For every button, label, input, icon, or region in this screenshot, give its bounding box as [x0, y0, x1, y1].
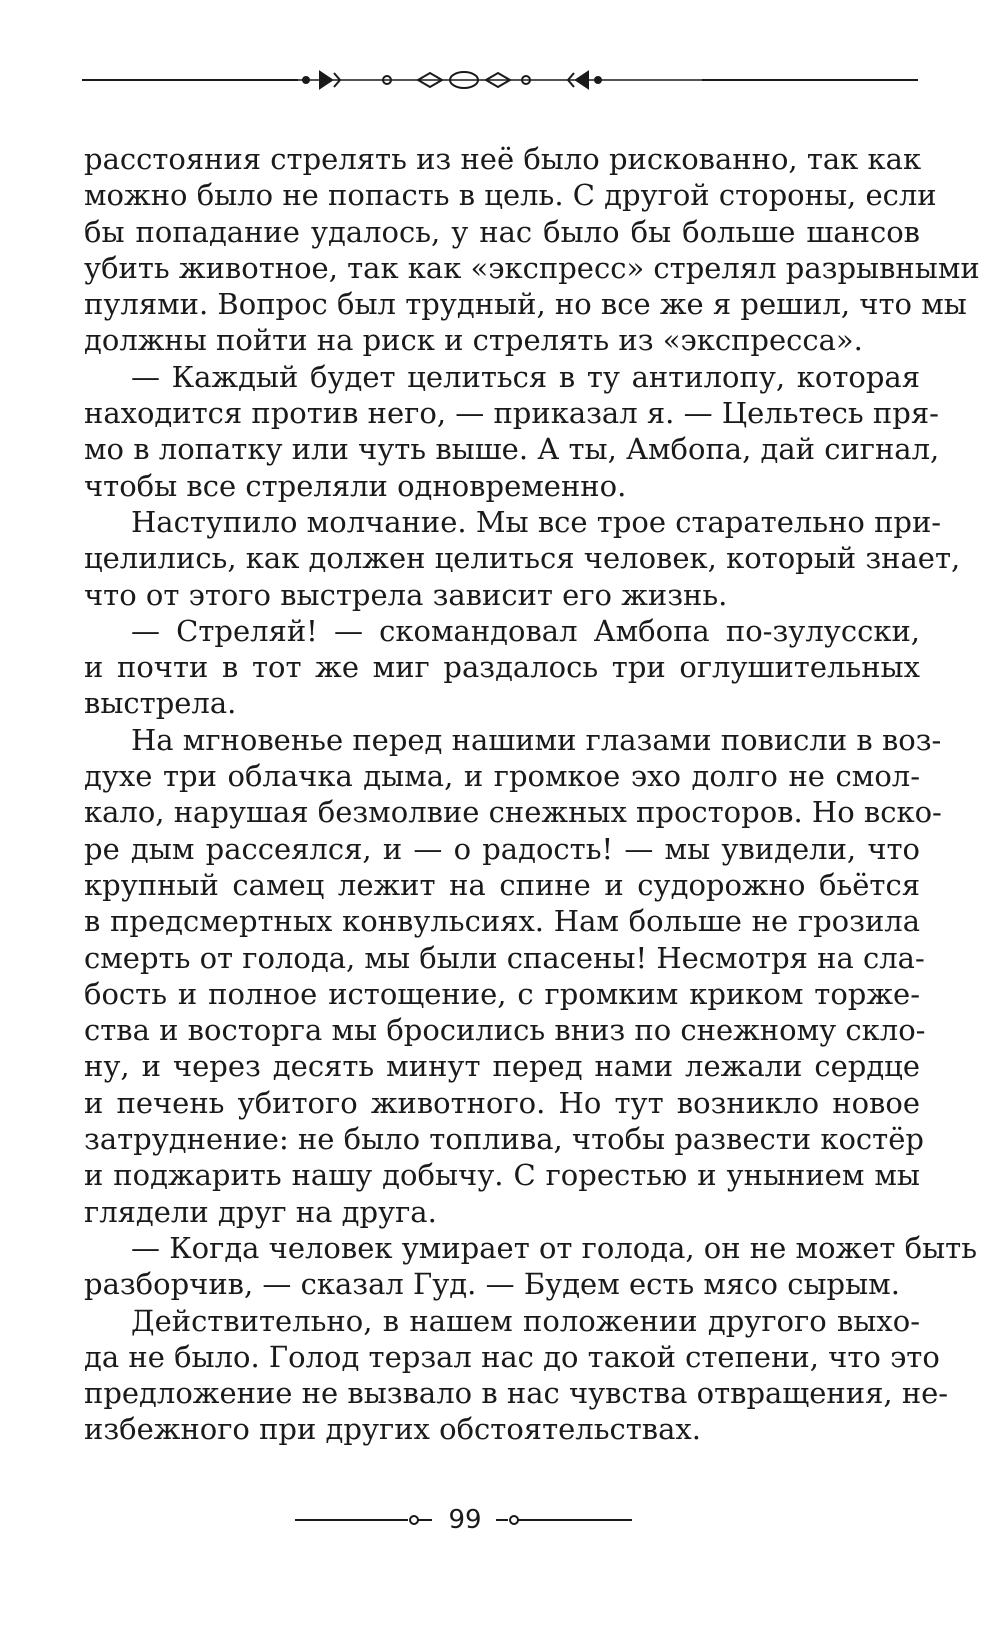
text-line: ре дым рассеялся, и — о радость! — мы увидели, что: [84, 831, 920, 866]
text-line: затруднение: не было топлива, чтобы развести костёр: [84, 1122, 924, 1157]
text-line: ства и восторга мы бросились вниз по снежному скло-: [84, 1013, 926, 1048]
text-line: — Стреляй! — скомандовал Амбопа по-зулусски,: [131, 613, 920, 648]
text-line: бы попадание удалось, у нас было бы больше шансов: [84, 214, 920, 249]
text-line: смерть от голода, мы были спасены! Несмотря на сла-: [84, 940, 925, 975]
text-line: На мгновенье перед нашими глазами повисли в воз-: [131, 722, 942, 757]
text-line: глядели друг на друга.: [84, 1194, 437, 1229]
text-line: находится против него, — приказал я. — Цельтесь пря-: [84, 396, 939, 431]
text-line: и почти в тот же миг раздалось три оглушительных: [84, 650, 920, 685]
text-line: убить животное, так как «экспресс» стрелял разрывными: [84, 250, 980, 285]
text-line: пулями. Вопрос был трудный, но все же я решил, что мы: [84, 287, 967, 322]
text-line: Действительно, в нашем положении другого выхо-: [131, 1303, 920, 1338]
text-line: предложение не вызвало в нас чувства отвращения, не-: [84, 1376, 949, 1411]
text-line: в предсмертных конвульсиях. Нам больше не грозила: [84, 904, 920, 939]
page-body: [84, 141, 980, 1448]
text-line: что от этого выстрела зависит его жизнь.: [84, 577, 728, 612]
text-line: можно было не попасть в цель. С другой стороны, если: [84, 178, 937, 213]
page-footer: [0, 1500, 1000, 1540]
footer-ornament-icon: [0, 1500, 1000, 1540]
text-line: должны пойти на риск и стрелять из «экспресса».: [84, 323, 863, 358]
text-line: разборчив, — сказал Гуд. — Будем есть мясо сырым.: [84, 1267, 900, 1302]
text-line: Наступило молчание. Мы все трое старательно при-: [131, 504, 942, 539]
text-line: — Каждый будет целиться в ту антилопу, которая: [131, 359, 920, 394]
text-line: избежного при других обстоятельствах.: [84, 1412, 701, 1447]
text-line: крупный самец лежит на спине и судорожно бьётся: [84, 867, 920, 902]
text-line: да не было. Голод терзал нас до такой степени, что это: [84, 1339, 940, 1374]
text-line: и печень убитого животного. Но тут возникло новое: [84, 1085, 920, 1120]
text-line: и поджарить нашу добычу. С горестью и унынием мы: [84, 1158, 920, 1193]
text-line: выстрела.: [84, 686, 237, 721]
text-line: расстояния стрелять из неё было рискованно, так как: [84, 142, 922, 176]
text-line: ну, и через десять минут перед нами лежали сердце: [84, 1049, 920, 1084]
header-ornament-icon: [82, 64, 918, 96]
text-line: мо в лопатку или чуть выше. А ты, Амбопа, дай сигнал,: [84, 432, 940, 467]
text-line: целились, как должен целиться человек, который знает,: [84, 541, 961, 576]
text-line: кало, нарушая безмолвие снежных просторов. Но вско-: [84, 795, 942, 830]
page-number: 99: [448, 1505, 482, 1535]
text-line: духе три облачка дыма, и громкое эхо долго не смол-: [84, 759, 920, 794]
text-line: чтобы все стреляли одновременно.: [84, 468, 627, 503]
text-line: — Когда человек умирает от голода, он не может быть: [131, 1230, 977, 1265]
text-line: бость и полное истощение, с громким криком торже-: [84, 976, 920, 1011]
